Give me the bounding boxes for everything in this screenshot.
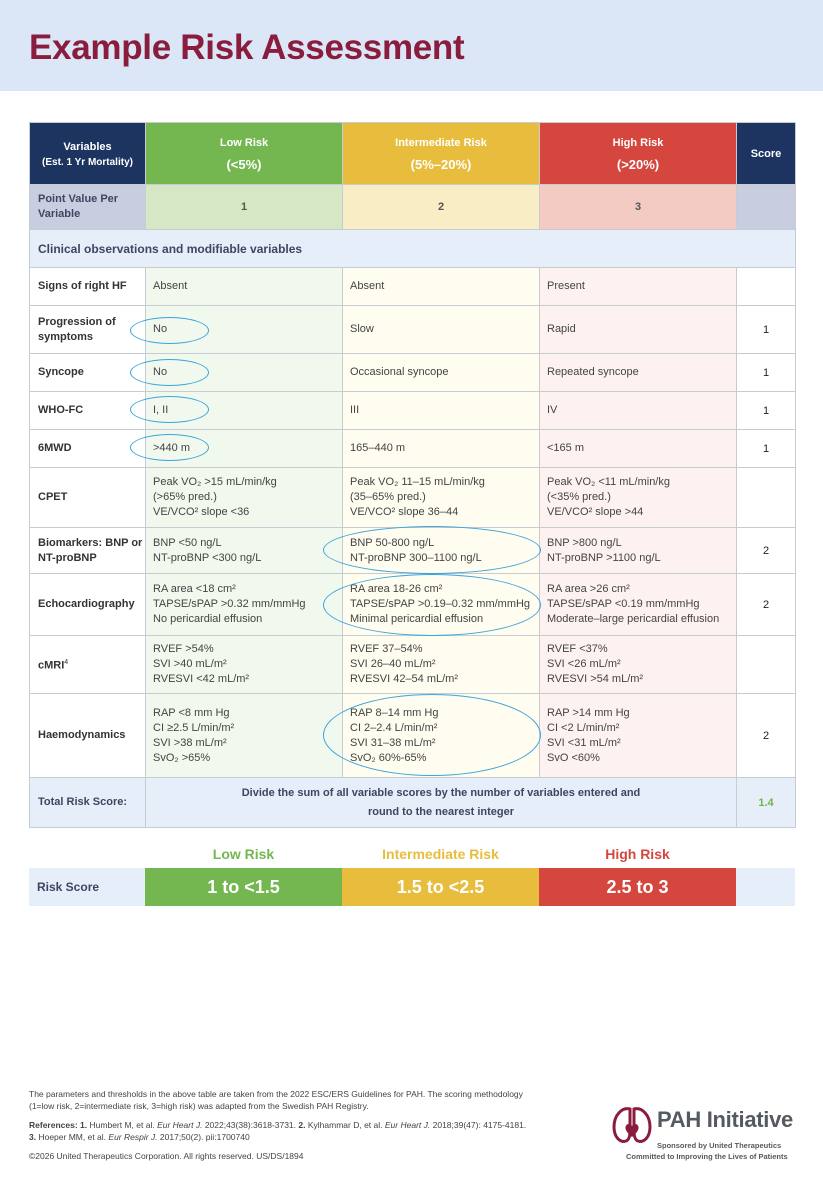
- variable-cell: [30, 354, 146, 392]
- scale-high-range: 2.5 to 3: [539, 868, 736, 906]
- ref1-text: Humbert M, et al.: [89, 1120, 155, 1130]
- low-risk-cell: >440 m: [146, 430, 343, 468]
- header-variables-label: Variables: [63, 140, 112, 153]
- total-instruction-text: Divide the sum of all variable scores by the number of variables entered and round to the nearest integer: [241, 786, 641, 818]
- header-variables: [30, 123, 146, 185]
- intermediate-risk-cell: RA area 18-26 cm² TAPSE/sPAP >0.19–0.32 mm/mmHg Minimal pericardial effusion: [343, 574, 540, 636]
- page-title: Example Risk Assessment: [29, 28, 465, 67]
- variable-label: Biomarkers: BNP or NT-proBNP: [38, 536, 143, 564]
- intermediate-risk-cell: RVEF 37–54% SVI 26–40 mL/m² RVESVI 42–54 mL/m²: [343, 636, 540, 694]
- low-risk-cell: Peak VO₂ >15 mL/min/kg (>65% pred.) VE/VCO² slope <36: [146, 468, 343, 528]
- intermediate-risk-cell: Absent: [343, 268, 540, 306]
- ref1-cite: 2022;43(38):3618-3731.: [204, 1120, 297, 1130]
- variable-label: 6MWD: [38, 442, 72, 454]
- variable-cell: [30, 694, 146, 778]
- scale-low-range: 1 to <1.5: [145, 868, 342, 906]
- ref2-journal: Eur Heart J.: [384, 1120, 431, 1130]
- variable-cell: [30, 468, 146, 528]
- variable-label: Haemodynamics: [38, 729, 126, 741]
- intermediate-risk-cell: RAP 8–14 mm Hg CI 2–2.4 L/min/m² SVI 31–38 mL/m² SvO₂ 60%-65%: [343, 694, 540, 778]
- low-risk-cell: I, II: [146, 392, 343, 430]
- header-variables-sub: (Est. 1 Yr Mortality): [42, 156, 133, 168]
- intermediate-risk-cell: Peak VO₂ 11–15 mL/min/kg (35–65% pred.) VE/VCO² slope 36–44: [343, 468, 540, 528]
- score-cell: [737, 636, 796, 694]
- table-row: [30, 354, 796, 392]
- lungs-heart-icon: [610, 1103, 654, 1147]
- intermediate-risk-cell: Slow: [343, 306, 540, 354]
- variable-label: Signs of right HF: [38, 280, 127, 292]
- variable-cell: [30, 636, 146, 694]
- table-row: [30, 430, 796, 468]
- high-risk-cell: BNP >800 ng/L NT-proBNP >1100 ng/L: [540, 528, 737, 574]
- score-cell: 1: [737, 392, 796, 430]
- ref2-num: 2.: [298, 1120, 306, 1130]
- table-row: [30, 528, 796, 574]
- risk-scale: [29, 838, 795, 906]
- section-row: [30, 230, 796, 268]
- ref3-num: 3.: [29, 1132, 37, 1142]
- ref1-journal: Eur Heart J.: [157, 1120, 203, 1130]
- header-intermediate-sub: (5%–20%): [410, 156, 472, 172]
- header-score: Score: [737, 123, 796, 185]
- scale-low-label: Low Risk: [212, 846, 275, 862]
- variable-cell: [30, 528, 146, 574]
- variable-cell: [30, 574, 146, 636]
- risk-scale-header: [29, 838, 795, 868]
- intermediate-risk-cell: Occasional syncope: [343, 354, 540, 392]
- point-value-low: 1: [146, 185, 343, 230]
- score-cell: 2: [737, 694, 796, 778]
- score-cell: 1: [737, 430, 796, 468]
- low-risk-cell: BNP <50 ng/L NT-proBNP <300 ng/L: [146, 528, 343, 574]
- table-row: [30, 694, 796, 778]
- total-label: Total Risk Score:: [30, 778, 146, 828]
- variable-cell: [30, 268, 146, 306]
- ref3-text: Hoeper MM, et al.: [38, 1132, 107, 1142]
- variable-label: Progression of symptoms: [38, 315, 116, 343]
- point-value-intermediate: 2: [343, 185, 540, 230]
- variable-label: Echocardiography: [38, 598, 135, 610]
- low-risk-cell: Absent: [146, 268, 343, 306]
- variable-label: cMRI: [38, 659, 65, 672]
- table-row: [30, 306, 796, 354]
- high-risk-cell: <165 m: [540, 430, 737, 468]
- variable-cell: [30, 430, 146, 468]
- table-row: [30, 392, 796, 430]
- total-row: [30, 778, 796, 828]
- variable-cell: [30, 306, 146, 354]
- scale-intermediate-range: 1.5 to <2.5: [342, 868, 539, 906]
- header-low-risk: [146, 123, 343, 185]
- footer-note: The parameters and thresholds in the above table are taken from the 2022 ESC/ERS Guidelines for PAH. The scoring methodology (1=low risk, 2=intermediate risk, 3=high risk) was adapted from the Swedish PAH Registry.: [29, 1089, 523, 1111]
- table-row: [30, 574, 796, 636]
- variable-label: WHO-FC: [38, 404, 84, 416]
- scale-high-label: High Risk: [605, 846, 670, 862]
- score-cell: [737, 468, 796, 528]
- high-risk-cell: Rapid: [540, 306, 737, 354]
- pah-initiative-logo: [610, 1103, 800, 1163]
- variable-footnote: 4: [64, 659, 69, 667]
- low-risk-cell: No: [146, 354, 343, 392]
- header-high-label: High Risk: [612, 136, 664, 149]
- scale-intermediate-label: Intermediate Risk: [382, 846, 499, 862]
- footer-notes: [29, 1088, 529, 1169]
- high-risk-cell: RVEF <37% SVI <26 mL/m² RVESVI >54 mL/m²: [540, 636, 737, 694]
- score-cell: 2: [737, 574, 796, 636]
- risk-score-row: [29, 868, 795, 906]
- intermediate-risk-cell: III: [343, 392, 540, 430]
- variable-label: Syncope: [38, 366, 84, 378]
- logo-name: PAH Initiative: [657, 1107, 793, 1132]
- high-risk-cell: IV: [540, 392, 737, 430]
- header-high-risk: [540, 123, 737, 185]
- high-risk-cell: Peak VO₂ <11 mL/min/kg (<35% pred.) VE/VCO² slope >44: [540, 468, 737, 528]
- score-cell: 1: [737, 306, 796, 354]
- score-cell: 2: [737, 528, 796, 574]
- risk-score-label: Risk Score: [37, 880, 100, 894]
- low-risk-cell: No: [146, 306, 343, 354]
- point-value-label: Point Value Per Variable: [30, 185, 146, 230]
- header-low-sub: (<5%): [226, 156, 262, 172]
- ref2-cite: 2018;39(47): 4175-4181.: [432, 1120, 527, 1130]
- ref3-journal: Eur Respir J.: [108, 1132, 158, 1142]
- high-risk-cell: RAP >14 mm Hg CI <2 L/min/m² SVI <31 mL/m² SvO <60%: [540, 694, 737, 778]
- header-intermediate-risk: [343, 123, 540, 185]
- point-value-score: [737, 185, 796, 230]
- references-label: References:: [29, 1120, 78, 1130]
- table-row: [30, 468, 796, 528]
- variable-cell: [30, 392, 146, 430]
- table-header-row: [30, 123, 796, 185]
- header-low-label: Low Risk: [219, 136, 269, 149]
- footer-copyright: ©2026 United Therapeutics Corporation. All rights reserved. US/DS/1894: [29, 1151, 304, 1161]
- table-row: [30, 636, 796, 694]
- high-risk-cell: Repeated syncope: [540, 354, 737, 392]
- header-intermediate-label: Intermediate Risk: [395, 136, 487, 149]
- point-value-high: 3: [540, 185, 737, 230]
- total-instruction: [146, 778, 737, 828]
- footer-references: [29, 1119, 529, 1143]
- logo-sponsor: Sponsored by United Therapeutics: [657, 1141, 782, 1150]
- point-value-row: [30, 185, 796, 230]
- low-risk-cell: RVEF >54% SVI >40 mL/m² RVESVI <42 mL/m²: [146, 636, 343, 694]
- low-risk-cell: RAP <8 mm Hg CI ≥2.5 L/min/m² SVI >38 mL/m² SvO₂ >65%: [146, 694, 343, 778]
- section-title: Clinical observations and modifiable variables: [30, 230, 796, 268]
- header-high-sub: (>20%): [616, 156, 660, 172]
- variable-label: CPET: [38, 491, 68, 503]
- high-risk-cell: Present: [540, 268, 737, 306]
- high-risk-cell: RA area >26 cm² TAPSE/sPAP <0.19 mm/mmHg Moderate–large pericardial effusion: [540, 574, 737, 636]
- intermediate-risk-cell: BNP 50-800 ng/L NT-proBNP 300–1100 ng/L: [343, 528, 540, 574]
- score-cell: [737, 268, 796, 306]
- logo-tagline: Committed to Improving the Lives of Patients: [626, 1152, 788, 1161]
- ref3-cite: 2017;50(2). pii:1700740: [159, 1132, 250, 1142]
- risk-assessment-table: [29, 122, 796, 828]
- total-score-value: 1.4: [737, 778, 796, 828]
- intermediate-risk-cell: 165–440 m: [343, 430, 540, 468]
- ref2-text: Kylhammar D, et al.: [307, 1120, 383, 1130]
- score-cell: 1: [737, 354, 796, 392]
- table-row: [30, 268, 796, 306]
- title-banner: [0, 0, 823, 91]
- low-risk-cell: RA area <18 cm² TAPSE/sPAP >0.32 mm/mmHg No pericardial effusion: [146, 574, 343, 636]
- ref1-num: 1.: [80, 1120, 88, 1130]
